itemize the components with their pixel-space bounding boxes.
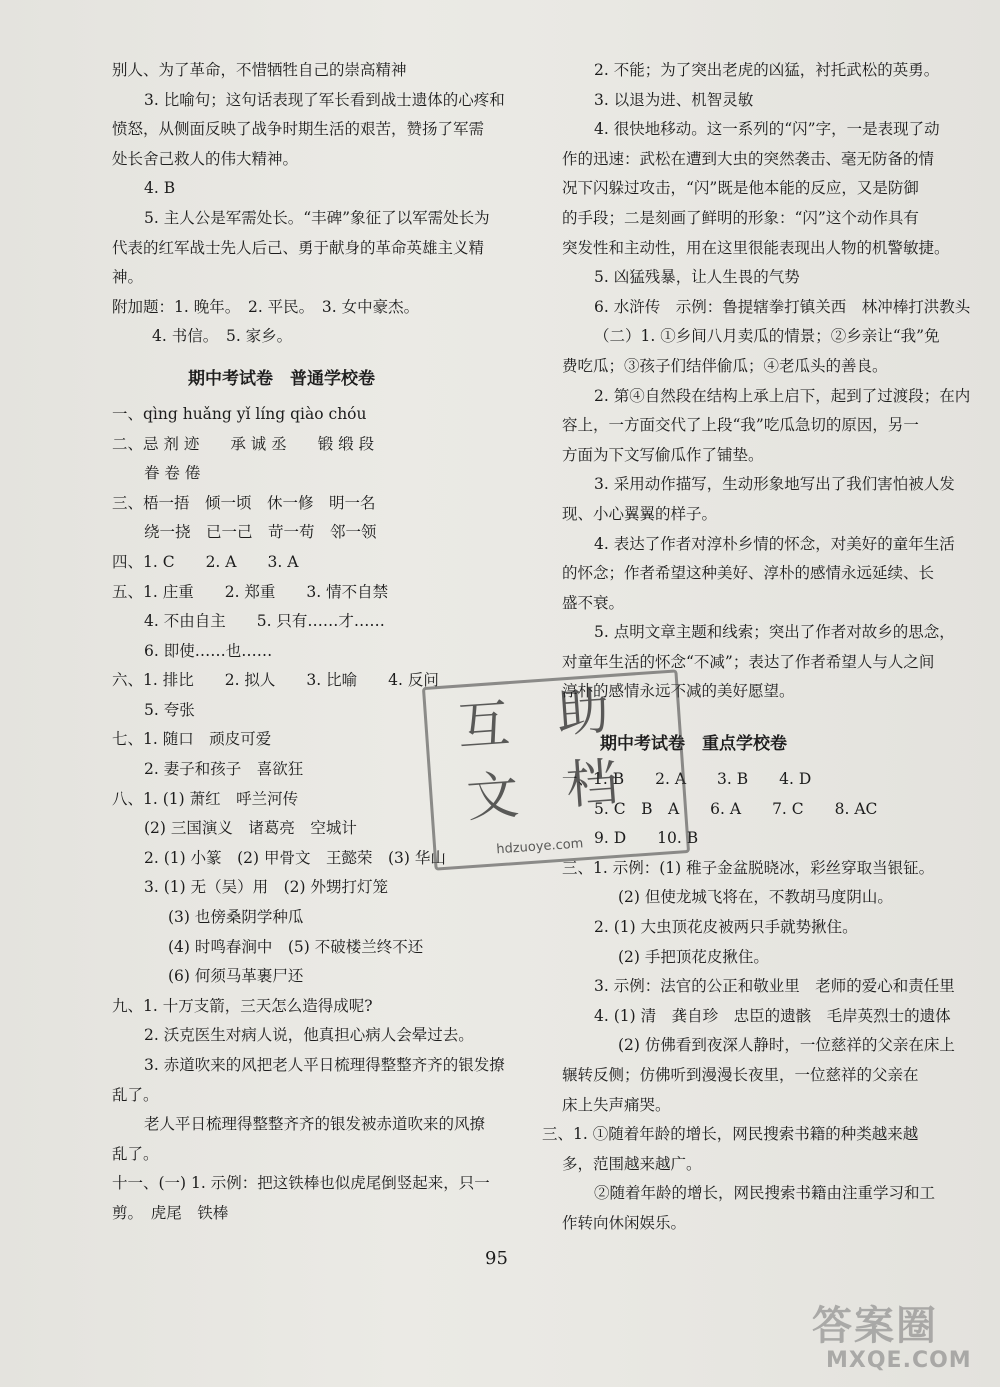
answer-line: 5. 夸张: [144, 700, 195, 719]
answer-line: 床上失声痛哭。: [562, 1095, 671, 1114]
answer-line: 剪。 虎尾 铁棒: [112, 1203, 229, 1222]
text-line: 代表的红军战士先人后己、勇于献身的革命英雄主义精: [112, 238, 485, 257]
watermark-url: MXQE.COM: [826, 1348, 972, 1373]
left-column: [112, 56, 505, 1229]
answer-line: 绕一挠 已一己 苛一苟 邻一领: [144, 523, 377, 542]
stamp-char: 档: [564, 752, 621, 817]
answer-line: 五、1. 庄重 2. 郑重 3. 情不自禁: [112, 582, 389, 601]
answer-line: 2. 妻子和孩子 喜欲狂: [144, 760, 304, 779]
answer-line: 3. (1) 无（吴）用 (2) 外甥打灯笼: [144, 878, 388, 897]
answer-line: 八、1. (1) 萧红 呼兰河传: [112, 789, 299, 808]
right-column: [542, 56, 971, 1239]
stamp-url: hdzuoye.com: [495, 836, 584, 858]
section-heading-key-school: 期中考试卷 重点学校卷: [600, 734, 787, 755]
answer-line: 2. 沃克医生对病人说，他真担心病人会晕过去。: [144, 1026, 474, 1045]
text-line: 4. 表达了作者对淳朴乡情的怀念，对美好的童年生活: [594, 534, 955, 553]
answer-line: 十一、(一) 1. 示例：把这铁棒也似虎尾倒竖起来，只一: [112, 1174, 490, 1193]
stamp-char: 互: [455, 694, 512, 758]
answer-line: 一、1. B 2. A 3. B 4. D: [562, 770, 812, 789]
text-line: 别人、为了革命，不惜牺牲自己的崇高精神: [112, 61, 407, 79]
text-line: 突发性和主动性，用在这里很能表现出人物的机警敏捷。: [562, 238, 950, 257]
text-line: 处长舍己救人的伟大精神。: [112, 149, 299, 168]
text-line: 4. B: [144, 179, 176, 198]
watermark-logo-text: 答案圈: [812, 1303, 938, 1349]
text-line: 容上，一方面交代了上段“我”吃瓜急切的原因，另一: [562, 416, 919, 435]
answer-line: 一、qìng huǎng yǐ líng qiào chóu: [112, 404, 367, 423]
answer-line: 二、忌 剂 迹 承 诚 丞 锻 缎 段: [112, 434, 375, 453]
text-line: 方面为下文写偷瓜作了铺垫。: [562, 445, 764, 464]
watermark-stamp: [422, 669, 690, 870]
answer-line: ②随着年龄的增长，网民搜索书籍由注重学习和工: [594, 1184, 936, 1203]
answer-line: 2. (1) 小篆 (2) 甲骨文 王懿荣 (3) 华山: [144, 848, 446, 867]
answer-line: 5. C B A 6. A 7. C 8. AC: [594, 799, 878, 818]
corner-watermark: [812, 1294, 992, 1382]
text-line: 淳朴的感情永远不减的美好愿望。: [562, 682, 795, 701]
text-line: 3. 采用动作描写，生动形象地写出了我们害怕被人发: [594, 475, 955, 494]
answer-line: 三、1. 示例：(1) 稚子金盆脱晓冰，彩丝穿取当银钲。: [562, 858, 935, 877]
answer-line: (2) 三国演义 诸葛亮 空城计: [144, 819, 357, 838]
text-line: 对童年生活的怀念“不减”；表达了作者希望人与人之间: [562, 652, 935, 671]
answer-line: 3. 示例：法官的公正和敬业里 老师的爱心和责任里: [594, 977, 955, 996]
stamp-char: 助: [555, 681, 612, 745]
answer-line: 眷 卷 倦: [144, 464, 201, 483]
answer-line: 乱了。: [112, 1085, 159, 1104]
answer-line: (4) 时鸣春涧中 (5) 不破楼兰终不还: [168, 937, 424, 956]
text-line: 作的迅速：武松在遭到大虫的突然袭击、毫无防备的情: [562, 149, 935, 168]
answer-line: 乱了。: [112, 1144, 159, 1163]
answer-line: 七、1. 随口 顽皮可爱: [112, 730, 272, 749]
text-line: 3. 以退为进、机智灵敏: [594, 90, 754, 109]
text-line: 况下闪躲过攻击，“闪”既是他本能的反应，又是防御: [562, 179, 919, 198]
answer-line: (3) 也傍桑阴学种瓜: [168, 908, 304, 927]
page-number: 95: [485, 1248, 508, 1269]
answer-line: 四、1. C 2. A 3. A: [112, 552, 299, 571]
text-line: 4. 书信。 5. 家乡。: [152, 327, 293, 346]
answer-line: 三、1. ①随着年龄的增长，网民搜索书籍的种类越来越: [542, 1125, 919, 1144]
text-line: 5. 点明文章主题和线索；突出了作者对故乡的思念，: [594, 623, 955, 642]
text-line: 神。: [112, 268, 144, 287]
answer-line: 老人平日梳理得整整齐齐的银发被赤道吹来的风撩: [144, 1115, 486, 1134]
text-line: 附加题：1. 晚年。 2. 平民。 3. 女中豪杰。: [112, 297, 420, 316]
text-line: 2. 第④自然段在结构上承上启下，起到了过渡段；在内: [594, 386, 971, 405]
answer-line: (2) 但使龙城飞将在，不教胡马度阴山。: [618, 888, 893, 907]
answer-line: 9. D 10. B: [594, 829, 699, 848]
text-line: 现、小心翼翼的样子。: [562, 504, 718, 523]
section-heading-normal-school: 期中考试卷 普通学校卷: [188, 368, 375, 389]
answer-line: 6. 即使……也……: [144, 641, 273, 660]
answer-line: 多，范围越来越广。: [562, 1154, 702, 1173]
text-line: 的怀念；作者希望这种美好、淳朴的感情永远延续、长: [562, 564, 935, 583]
answer-line: 九、1. 十万支箭，三天怎么造得成呢?: [112, 996, 373, 1015]
answer-line: 4. 不由自主 5. 只有……才……: [144, 612, 385, 631]
answer-line: 3. 赤道吹来的风把老人平日梳理得整整齐齐的银发撩: [144, 1056, 505, 1074]
answer-line: 辗转反侧；仿佛听到漫漫长夜里，一位慈祥的父亲在: [562, 1066, 919, 1084]
answer-line: 4. (1) 清 龚自珍 忠臣的遗骸 毛岸英烈士的遗体: [594, 1006, 951, 1025]
answer-line: 六、1. 排比 2. 拟人 3. 比喻 4. 反问: [112, 671, 439, 690]
text-line: 的手段；二是刻画了鲜明的形象：“闪”这个动作具有: [562, 208, 919, 227]
text-line: 6. 水浒传 示例：鲁提辖拳打镇关西 林冲棒打洪教头: [594, 297, 971, 316]
text-line: 5. 主人公是军需处长。“丰碑”象征了以军需处长为: [144, 208, 490, 227]
answer-line: 三、梧一捂 倾一顷 休一修 明一名: [112, 493, 376, 512]
text-line: 2. 不能；为了突出老虎的凶猛，衬托武松的英勇。: [594, 61, 940, 79]
answer-line: 作转向休闲娱乐。: [562, 1213, 687, 1232]
stamp-char: 文: [464, 765, 521, 830]
text-line: （二）1. ①乡间八月卖瓜的情景；②乡亲让“我”免: [594, 327, 940, 346]
text-line: 4. 很快地移动。这一系列的“闪”字，一是表现了动: [594, 120, 940, 139]
text-line: 盛不衰。: [562, 593, 625, 612]
text-line: 3. 比喻句；这句话表现了军长看到战士遗体的心疼和: [144, 90, 505, 109]
text-line: 愤怒，从侧面反映了战争时期生活的艰苦，赞扬了军需: [112, 120, 485, 139]
text-line: 费吃瓜；③孩子们结伴偷瓜；④老瓜头的善良。: [562, 356, 888, 375]
answer-line: (6) 何须马革裹尸还: [168, 967, 304, 986]
text-line: 5. 凶猛残暴，让人生畏的气势: [594, 268, 800, 287]
answer-line: (2) 仿佛看到夜深人静时，一位慈祥的父亲在床上: [618, 1036, 955, 1055]
answer-line: 2. (1) 大虫顶花皮被两只手就势揪住。: [594, 918, 858, 937]
answer-line: (2) 手把顶花皮揪住。: [618, 947, 769, 966]
